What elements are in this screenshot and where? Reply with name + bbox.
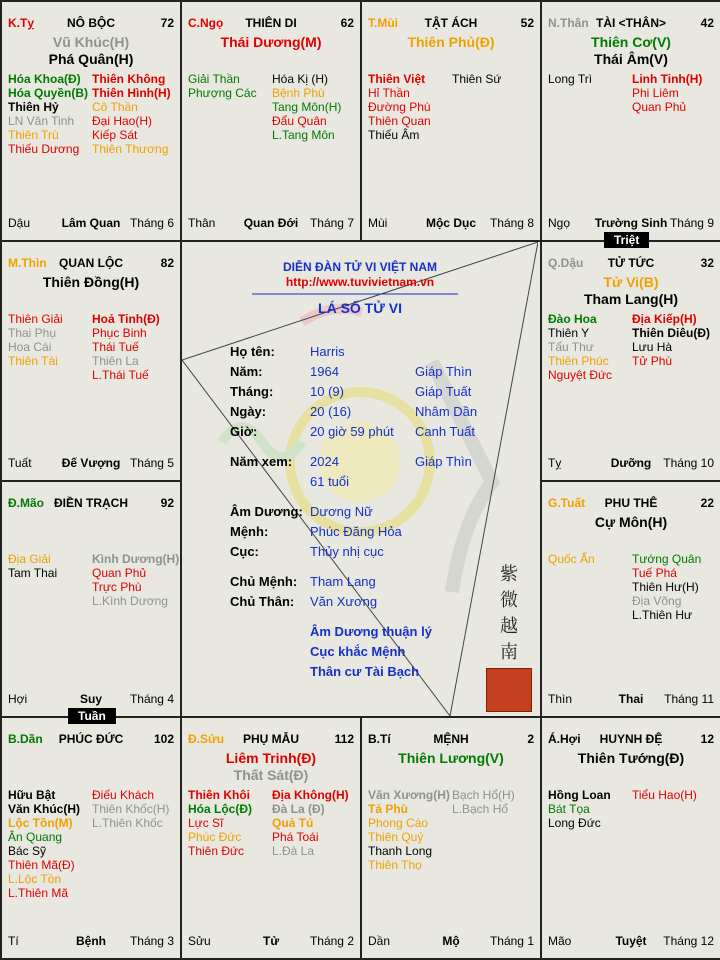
dai-han-branch: Tí — [8, 934, 19, 948]
red-seal-stamp — [486, 668, 532, 712]
minor-star: Tiểu Hao(H) — [632, 788, 697, 802]
month-label: Tháng 1 — [489, 934, 534, 948]
trang-sinh-stage: Thai — [618, 692, 644, 706]
minor-star: Quốc Ấn — [548, 552, 595, 566]
minor-star: Thiên Trù — [8, 128, 59, 142]
minor-star: Thiếu Âm — [368, 128, 420, 142]
palace-ti[interactable] — [360, 716, 542, 960]
palace-header — [368, 16, 534, 32]
minor-star: Phi Liêm — [632, 86, 679, 100]
palace-mao[interactable] — [0, 480, 182, 718]
minor-star: Văn Khúc(H) — [8, 802, 80, 816]
palace-name: HUYNH ĐỆ — [599, 732, 663, 746]
palace-footer — [548, 216, 714, 230]
minor-star: Cô Thần — [92, 100, 138, 114]
minor-star: Thiên Khôi — [188, 788, 250, 802]
minor-star: L.Tang Môn — [272, 128, 335, 142]
palace-footer — [188, 934, 354, 948]
info-label: Cục: — [230, 544, 259, 559]
minor-star: Phá Toái — [272, 830, 319, 844]
palace-ngo[interactable] — [180, 0, 362, 242]
minor-star: Thiên Đức — [188, 844, 245, 858]
month-label: Tháng 11 — [664, 692, 714, 706]
palace-age-number: 62 — [340, 16, 354, 30]
minor-star: Địa Kiếp(H) — [632, 312, 697, 326]
info-value: 20 (16) — [310, 404, 352, 419]
note-2: Cục khắc Mệnh — [310, 644, 406, 659]
vertical-seal-text — [498, 562, 520, 666]
palace-header — [548, 732, 714, 748]
main-star: Thái Âm(V) — [594, 51, 668, 67]
star-column-left — [368, 788, 450, 872]
main-star: Thiên Đồng(H) — [42, 274, 140, 290]
minor-star: Thiên Không — [92, 72, 166, 86]
main-star: Liêm Trinh(Đ) — [225, 750, 317, 766]
star-column-left — [548, 72, 592, 86]
palace-name: TỬ TỨC — [607, 256, 655, 270]
palace-age-number: 32 — [700, 256, 714, 270]
palace-name: MỆNH — [433, 732, 469, 746]
star-column-right — [632, 552, 701, 622]
dai-han-branch: Thân — [188, 216, 216, 230]
palace-header — [8, 16, 174, 32]
info-can-chi: Giáp Thìn — [415, 364, 472, 379]
minor-star: Hóa Khoa(Đ) — [8, 72, 81, 86]
minor-star: L.Kình Dương — [92, 594, 168, 608]
minor-star: Thiên Mã(Đ) — [8, 858, 75, 872]
minor-star: Hỉ Thần — [368, 86, 410, 100]
minor-star: Đẩu Quân — [272, 114, 327, 128]
trang-sinh-stage: Dưỡng — [610, 456, 652, 470]
month-label: Tháng 3 — [129, 934, 174, 948]
minor-star: Địa Giải — [8, 552, 51, 566]
minor-star: Bệnh Phù — [272, 86, 325, 100]
palace-age-number: 72 — [160, 16, 174, 30]
main-star: Tử Vi(B) — [603, 274, 659, 290]
trang-sinh-stage: Tử — [262, 934, 280, 948]
palace-name: PHỤ MẪU — [243, 732, 299, 746]
info-value: 20 giờ 59 phút — [310, 424, 394, 439]
info-label: Năm xem: — [230, 454, 293, 469]
star-column-left — [368, 72, 431, 142]
minor-star: Nguyệt Đức — [548, 368, 613, 382]
minor-star: Tả Phù — [368, 802, 409, 816]
minor-star: Tử Phù — [632, 354, 673, 368]
main-star: Thất Sát(Đ) — [233, 767, 309, 783]
palace-name: ĐIỀN TRẠCH — [54, 496, 128, 510]
minor-star: L.Thiên Mã — [8, 886, 69, 900]
trang-sinh-stage: Suy — [79, 692, 102, 706]
minor-star: Quả Tú — [272, 816, 314, 830]
minor-star: Lộc Tồn(M) — [8, 816, 73, 830]
main-star: Tham Lang(H) — [583, 291, 679, 307]
trang-sinh-stage: Quan Đới — [243, 216, 299, 230]
minor-star: Quan Phủ — [632, 100, 687, 114]
month-label: Tháng 12 — [663, 934, 714, 948]
info-value: 2024 — [310, 454, 339, 469]
minor-star: Long Đức — [548, 816, 601, 830]
info-value: Harris — [310, 344, 345, 359]
minor-star: Phục Binh — [92, 326, 147, 340]
month-label: Tháng 9 — [669, 216, 714, 230]
minor-star: Địa Không(H) — [272, 788, 349, 802]
info-can-chi: Giáp Tuất — [415, 384, 472, 399]
minor-star: Hóa Lộc(Đ) — [188, 802, 252, 816]
trang-sinh-stage: Lâm Quan — [61, 216, 121, 230]
info-label: Chủ Thân: — [230, 594, 295, 609]
minor-star: Tuế Phá — [632, 566, 677, 580]
minor-star: Hoa Cái — [8, 340, 52, 354]
minor-star: Phong Cáo — [368, 816, 429, 830]
palace-dan[interactable] — [0, 716, 182, 960]
palace-header — [8, 732, 174, 748]
month-label: Tháng 4 — [129, 692, 174, 706]
minor-star: Giải Thần — [188, 72, 240, 86]
minor-star: Hữu Bật — [8, 788, 56, 802]
info-value: 1964 — [310, 364, 339, 379]
star-column-right — [92, 788, 169, 830]
minor-star: Thiên Tài — [8, 354, 58, 368]
info-value: Văn Xương — [310, 594, 378, 609]
minor-star: Văn Xương(H) — [368, 788, 450, 802]
palace-age-number: 42 — [700, 16, 714, 30]
palace-can-chi: Á.Hợi — [548, 732, 581, 746]
seal-char: 微 — [500, 590, 518, 611]
star-column-left — [8, 788, 80, 900]
seal-char: 南 — [500, 642, 518, 663]
minor-star: Thiên Quan — [368, 114, 431, 128]
month-label: Tháng 10 — [663, 456, 714, 470]
trang-sinh-stage: Bệnh — [76, 934, 106, 948]
minor-star: Thiên Thương — [92, 142, 169, 156]
minor-star: Phúc Đức — [188, 830, 242, 844]
palace-header — [188, 16, 354, 32]
palace-name: PHU THÊ — [604, 496, 658, 510]
note-1: Âm Dương thuận lý — [310, 624, 432, 639]
dai-han-branch: Hợi — [8, 692, 28, 706]
minor-star: Kiếp Sát — [92, 128, 138, 142]
minor-star: Bát Tọa — [548, 802, 590, 816]
dai-han-branch: Dậu — [8, 216, 31, 230]
palace-name: QUAN LỘC — [59, 256, 123, 270]
minor-star: L.Thiên Hư — [632, 608, 693, 622]
palace-age-number: 102 — [153, 732, 174, 746]
info-label: Âm Dương: — [230, 504, 303, 519]
main-star: Vũ Khúc(H) — [52, 34, 130, 50]
palace-can-chi: K.Tỵ — [8, 16, 35, 30]
star-column-right — [632, 788, 697, 802]
minor-star: Hồng Loan — [548, 788, 611, 802]
palace-footer — [548, 456, 714, 470]
star-column-left — [8, 312, 63, 368]
minor-star: Thiếu Dương — [8, 142, 80, 156]
website-link[interactable]: http://www.tuvivietnam.vn — [285, 275, 435, 289]
minor-star: Linh Tinh(H) — [632, 72, 703, 86]
star-column-right — [92, 312, 160, 382]
main-star: Thiên Cơ(V) — [591, 34, 671, 50]
minor-star: L.Thái Tuế — [92, 368, 149, 382]
main-star: Thiên Tướng(Đ) — [577, 750, 685, 766]
minor-star: L.Đà La — [272, 844, 315, 858]
info-can-chi: Canh Tuất — [415, 424, 475, 439]
palace-can-chi: Đ.Mão — [8, 496, 44, 510]
minor-star: Hóa Kị (H) — [272, 72, 329, 86]
main-star: Phá Quân(H) — [48, 51, 134, 67]
minor-star: Tam Thai — [8, 566, 58, 580]
palace-mui[interactable] — [360, 0, 542, 242]
trang-sinh-stage: Mộ — [442, 934, 460, 948]
star-column-left — [8, 552, 57, 580]
info-can-chi: Nhâm Dần — [415, 404, 478, 419]
minor-star: L.Thiên Khốc — [92, 816, 163, 830]
chart-center-panel — [182, 242, 538, 716]
info-value: Dương Nữ — [310, 504, 373, 519]
info-label: Chủ Mệnh: — [230, 574, 298, 589]
palace-than[interactable] — [540, 0, 720, 242]
palace-ty-top[interactable] — [0, 0, 182, 242]
minor-star: Thanh Long — [368, 844, 433, 858]
palace-can-chi: B.Dần — [8, 732, 43, 746]
palace-dau[interactable] — [540, 240, 720, 482]
main-star: Cự Môn(H) — [594, 514, 668, 530]
minor-star: Kình Dương(H) — [92, 552, 180, 566]
dai-han-branch: Mùi — [368, 216, 388, 230]
minor-star: Hóa Quyền(B) — [8, 86, 89, 100]
palace-age-number: 12 — [700, 732, 714, 746]
palace-footer — [548, 692, 714, 706]
info-label: Tháng: — [230, 384, 274, 399]
info-value: 10 (9) — [310, 384, 344, 399]
minor-star: Đường Phù — [368, 100, 431, 114]
star-column-right — [272, 788, 349, 858]
info-value: Phúc Đăng Hỏa — [310, 524, 402, 539]
palace-footer — [188, 216, 354, 230]
palace-name: PHÚC ĐỨC — [58, 732, 124, 746]
info-value: Tham Lang — [310, 574, 376, 589]
forum-title: DIỄN ĐÀN TỬ VI VIỆT NAM — [283, 260, 437, 274]
palace-can-chi: M.Thìn — [8, 256, 47, 270]
info-value: Thủy nhị cục — [310, 544, 384, 559]
trang-sinh-stage: Đế Vượng — [61, 456, 121, 470]
main-star: Thái Dương(M) — [220, 34, 322, 50]
month-label: Tháng 7 — [309, 216, 354, 230]
minor-star: Thiên Hư(H) — [632, 580, 699, 594]
note-3: Thân cư Tài Bạch — [310, 664, 420, 679]
palace-footer — [368, 934, 534, 948]
trang-sinh-stage: Trường Sinh — [594, 216, 668, 230]
month-label: Tháng 8 — [489, 216, 534, 230]
minor-star: Lực Sĩ — [188, 816, 224, 830]
palace-footer — [8, 216, 174, 230]
minor-star: Tấu Thư — [548, 340, 594, 354]
minor-star: Thiên Giải — [8, 312, 63, 326]
minor-star: Thiên Phúc — [548, 354, 609, 368]
minor-star: Bác Sỹ — [8, 844, 47, 858]
minor-star: LN Văn Tinh — [8, 114, 75, 128]
month-label: Tháng 6 — [129, 216, 174, 230]
palace-header — [548, 16, 714, 32]
palace-header — [548, 496, 714, 512]
month-label: Tháng 2 — [309, 934, 354, 948]
star-column-left — [8, 72, 88, 156]
star-column-left — [188, 72, 257, 100]
minor-star: Phượng Các — [188, 86, 257, 100]
minor-star: Thái Tuế — [92, 340, 139, 354]
minor-star: L.Bạch Hổ — [452, 802, 509, 816]
minor-star: Thiên Việt — [368, 72, 426, 86]
palace-name: TÀI <THÂN> — [595, 16, 666, 30]
star-column-right — [92, 552, 179, 608]
palace-header — [8, 256, 174, 272]
minor-star: Bạch Hổ(H) — [452, 788, 515, 802]
palace-can-chi: T.Mùi — [368, 16, 398, 30]
minor-star: Quan Phủ — [92, 566, 147, 580]
palace-age-number: 52 — [520, 16, 534, 30]
dai-han-branch: Ngọ — [548, 216, 571, 230]
trang-sinh-stage: Mộc Dục — [425, 216, 476, 230]
star-column-right — [452, 72, 501, 86]
palace-hoi[interactable] — [540, 716, 720, 960]
dai-han-branch: Tỵ — [548, 456, 562, 470]
palace-age-number: 2 — [527, 732, 534, 746]
star-column-left — [548, 788, 611, 830]
star-column-right — [92, 72, 171, 156]
palace-header — [368, 732, 534, 748]
palace-name: TẬT ÁCH — [424, 16, 478, 30]
palace-age-number: 112 — [334, 732, 354, 746]
palace-header — [188, 732, 354, 748]
palace-can-chi: Đ.Sửu — [188, 732, 225, 746]
dai-han-branch: Mão — [548, 934, 572, 948]
minor-star: Thiên Hỷ — [8, 100, 59, 114]
minor-star: Tang Môn(H) — [272, 100, 342, 114]
minor-star: Thiên Quý — [368, 830, 424, 844]
dai-han-branch: Thìn — [548, 692, 573, 706]
palace-name: NÔ BỘC — [67, 16, 115, 30]
minor-star: Thiên Diêu(Đ) — [632, 326, 710, 340]
palace-footer — [548, 934, 714, 948]
palace-header — [8, 496, 174, 512]
star-column-right — [632, 312, 710, 368]
palace-footer — [8, 692, 174, 706]
star-column-right — [632, 72, 702, 114]
minor-star: Hoả Tinh(Đ) — [92, 312, 160, 326]
info-can-chi: Giáp Thìn — [415, 454, 472, 469]
minor-star: Đại Hao(H) — [92, 114, 153, 128]
palace-can-chi: N.Thân — [548, 16, 589, 30]
dai-han-branch: Sửu — [188, 934, 211, 948]
palace-can-chi: C.Ngọ — [188, 16, 224, 30]
palace-can-chi: G.Tuất — [548, 496, 586, 510]
star-column-right — [452, 788, 515, 816]
trang-sinh-stage: Tuyệt — [615, 934, 647, 948]
minor-star: Thiên Thọ — [368, 858, 422, 872]
seal-char: 越 — [500, 616, 518, 637]
minor-star: Đà La (Đ) — [272, 802, 325, 816]
info-label: Mệnh: — [230, 524, 269, 539]
minor-star: Thiên Sứ — [452, 72, 502, 86]
star-column-right — [272, 72, 341, 142]
main-star: Thiên Lương(V) — [398, 750, 504, 766]
triet-badge: Triệt — [604, 232, 649, 248]
star-column-left — [548, 552, 595, 566]
minor-star: Thiên La — [92, 354, 139, 368]
minor-star: Thiên Y — [548, 326, 590, 340]
tuan-badge: Tuần — [68, 708, 116, 724]
info-label: Họ tên: — [230, 344, 275, 359]
palace-age-number: 92 — [160, 496, 174, 510]
palace-age-number: 22 — [700, 496, 714, 510]
minor-star: Long Trì — [548, 72, 593, 86]
minor-star: Thai Phụ — [8, 326, 57, 340]
info-label: Năm: — [230, 364, 263, 379]
info-label: Ngày: — [230, 404, 267, 419]
dai-han-branch: Dần — [368, 934, 391, 948]
chart-title: LÁ SỐ TỬ VI — [318, 300, 402, 316]
dai-han-branch: Tuất — [8, 456, 32, 470]
palace-footer — [8, 456, 174, 470]
palace-footer — [8, 934, 174, 948]
star-column-left — [188, 788, 252, 858]
minor-star: Điếu Khách — [92, 788, 155, 802]
star-column-left — [548, 312, 612, 382]
main-star: Thiên Phủ(Đ) — [407, 34, 495, 50]
minor-star: Lưu Hà — [632, 340, 673, 354]
palace-age-number: 82 — [160, 256, 174, 270]
minor-star: Trực Phù — [92, 580, 142, 594]
palace-tuat[interactable] — [540, 480, 720, 718]
seal-char: 紫 — [500, 564, 518, 585]
palace-suu[interactable] — [180, 716, 362, 960]
info-label: Giờ: — [230, 424, 258, 439]
minor-star: Thiên Hình(H) — [92, 86, 171, 100]
minor-star: Tướng Quân — [632, 552, 702, 566]
minor-star: L.Lộc Tồn — [8, 872, 62, 886]
info-value: 61 tuổi — [310, 474, 350, 489]
minor-star: Đào Hoa — [548, 312, 597, 326]
palace-can-chi: B.Tí — [368, 732, 391, 746]
palace-footer — [368, 216, 534, 230]
palace-name: THIÊN DI — [245, 16, 297, 30]
minor-star: Ân Quang — [8, 830, 63, 844]
minor-star: Địa Võng — [632, 594, 682, 608]
palace-header — [548, 256, 714, 272]
palace-thin[interactable] — [0, 240, 182, 482]
minor-star: Thiên Khốc(H) — [92, 802, 170, 816]
palace-can-chi: Q.Dậu — [548, 256, 584, 270]
month-label: Tháng 5 — [129, 456, 174, 470]
